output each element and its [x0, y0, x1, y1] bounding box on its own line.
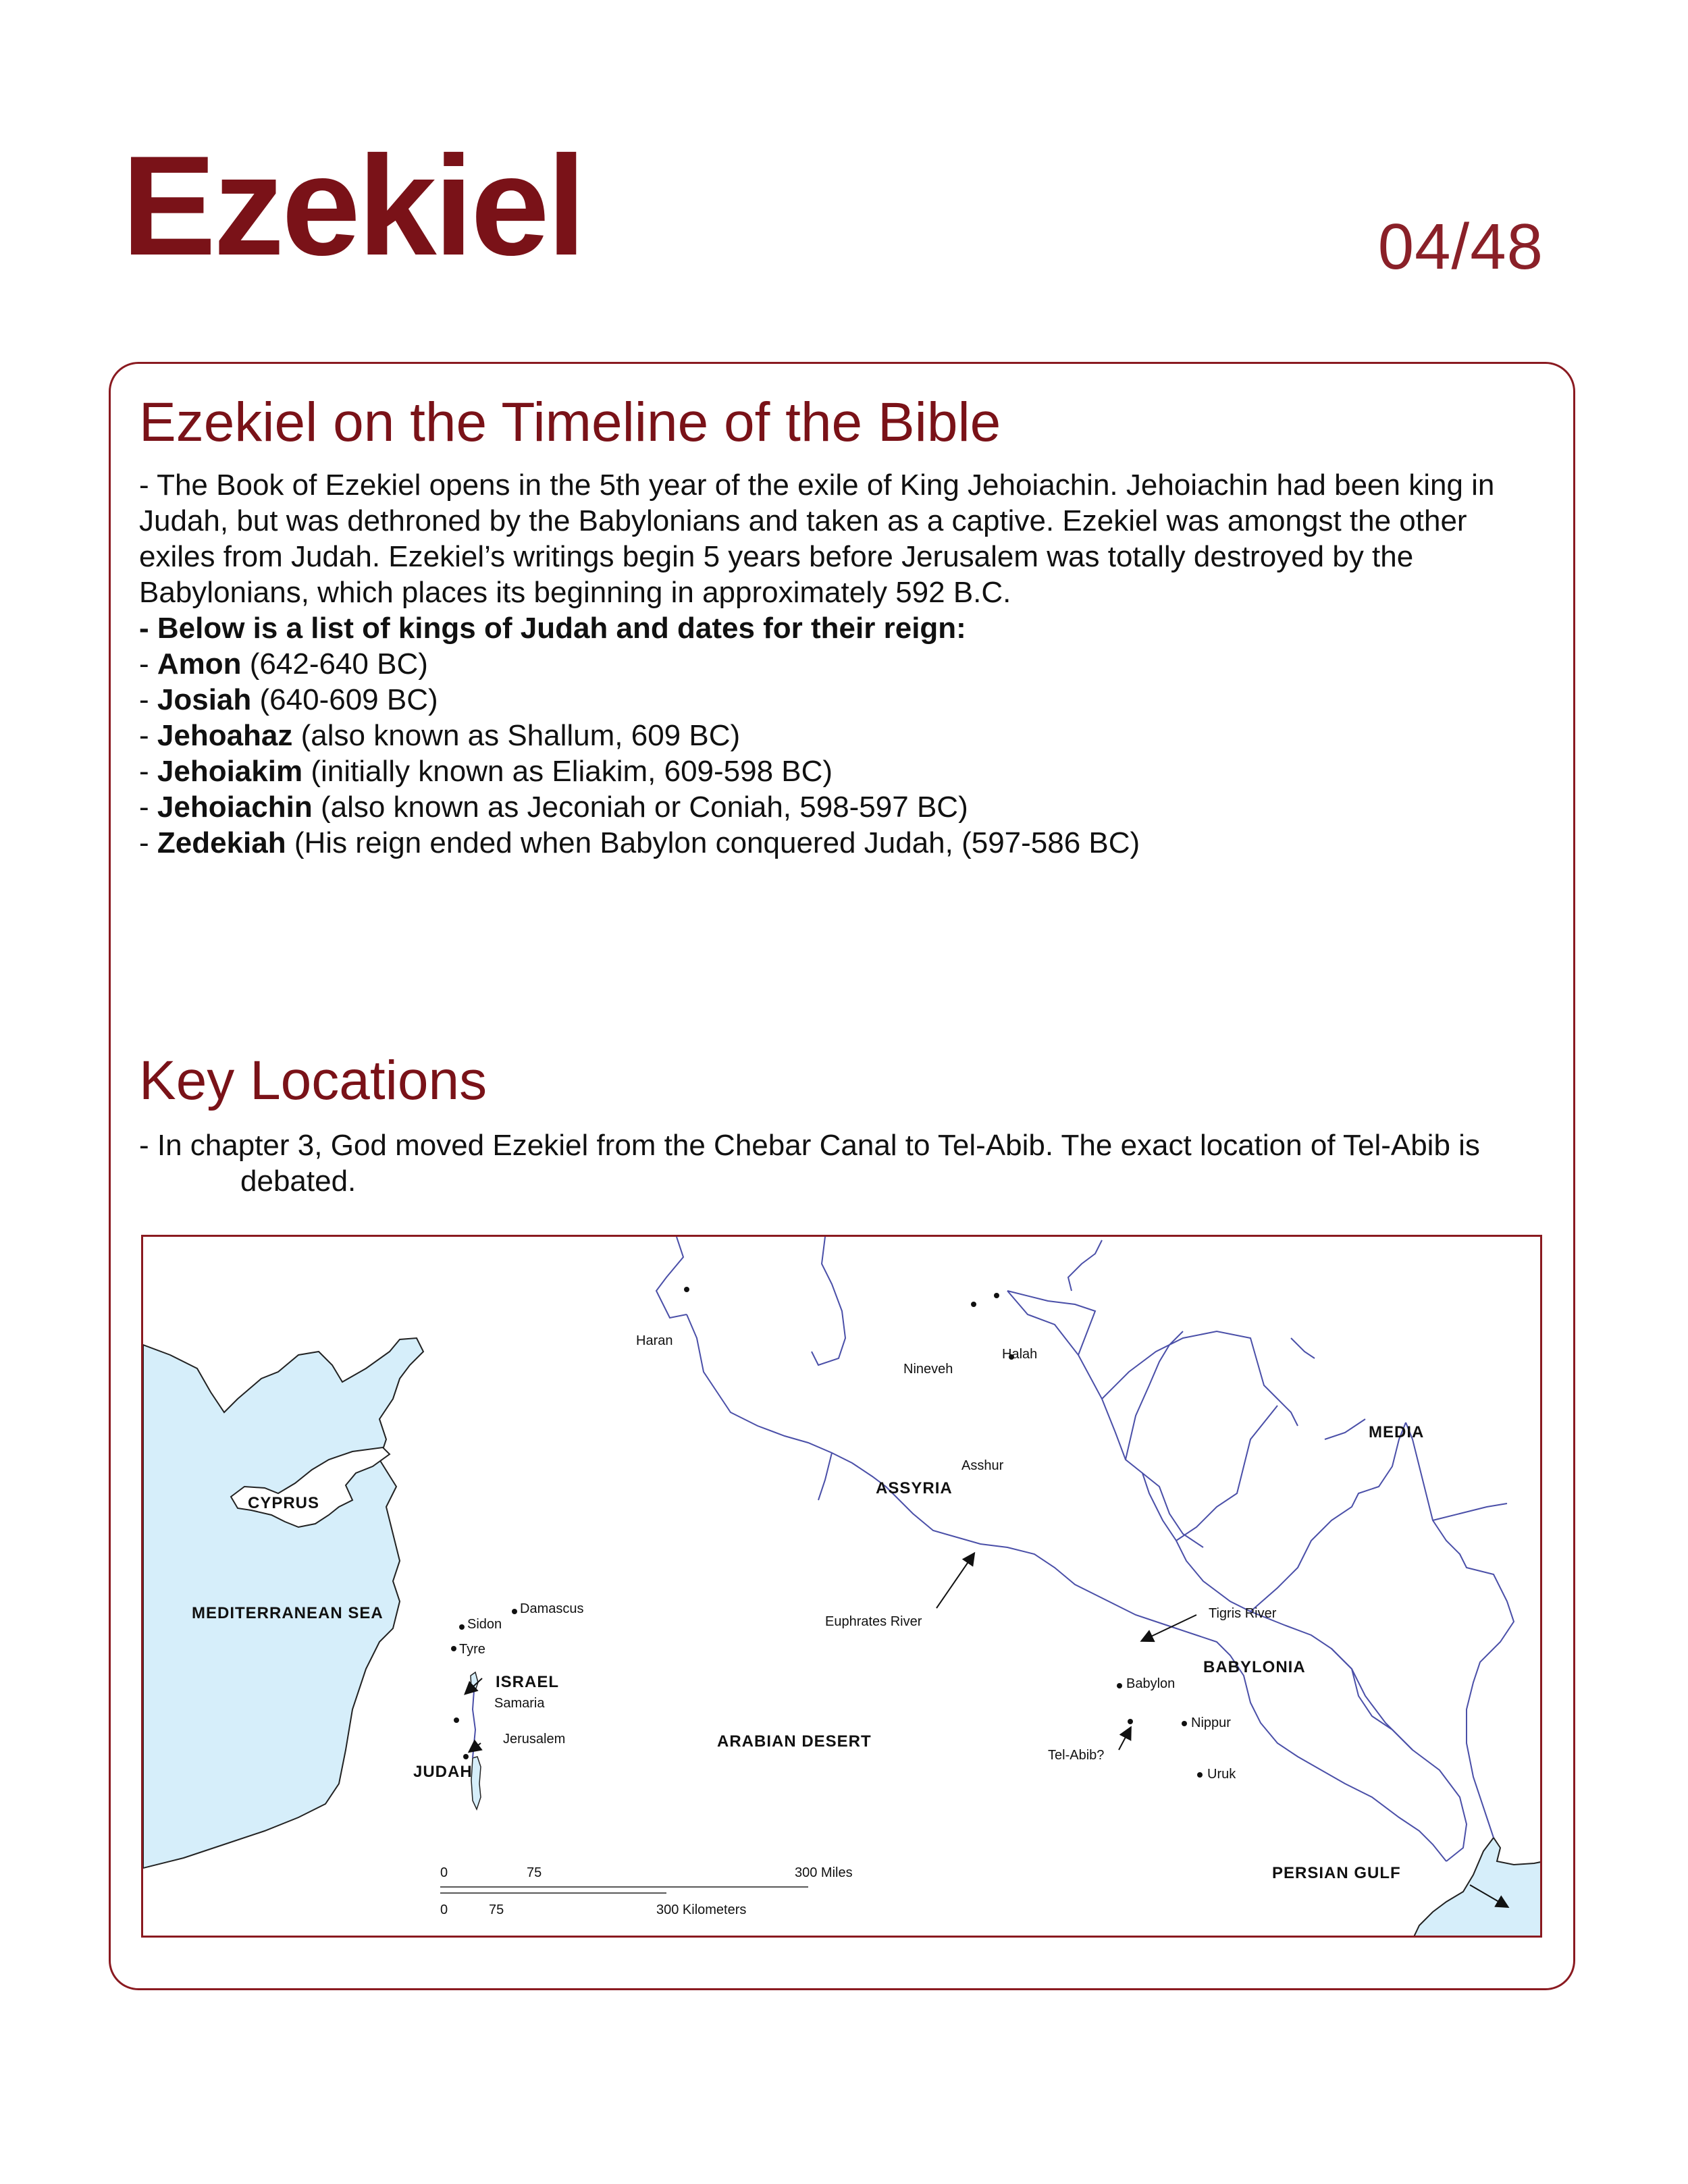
locations-text — [139, 1127, 1544, 1199]
scale-miles-300: 300 Miles — [795, 1865, 853, 1880]
nineveh-label: Nineveh — [903, 1362, 953, 1377]
assyria-label: ASSYRIA — [876, 1479, 953, 1497]
king-name: Josiah — [157, 683, 252, 716]
mediterranean-sea-shape — [143, 1338, 423, 1868]
halah-label: Halah — [1002, 1347, 1038, 1362]
scale-km-zero: 0 — [440, 1902, 448, 1917]
persian-gulf-shape — [1413, 1838, 1542, 1938]
king-item: - Amon (642-640 BC) — [139, 647, 428, 681]
israel-label: ISRAEL — [496, 1673, 560, 1691]
king-name: Amon — [157, 647, 242, 681]
king-item: - Jehoahaz (also known as Shallum, 609 BC) — [139, 719, 741, 752]
tyre-label: Tyre — [459, 1642, 485, 1657]
tel-abib-label: Tel-Abib? — [1048, 1748, 1105, 1763]
scale-miles-75: 75 — [527, 1865, 542, 1880]
timeline-text — [139, 467, 1544, 861]
tigris-river — [1007, 1291, 1467, 1861]
euphrates-river — [687, 1314, 1446, 1861]
damascus-label: Damascus — [520, 1601, 584, 1616]
locations-heading: Key Locations — [139, 1050, 487, 1111]
scale-miles-zero: 0 — [440, 1865, 448, 1880]
scale-km-300: 300 Kilometers — [656, 1902, 747, 1917]
tigris-label: Tigris River — [1209, 1606, 1277, 1621]
dead-sea-shape — [471, 1757, 481, 1809]
page-title: Ezekiel — [122, 126, 584, 285]
judah-label: JUDAH — [413, 1763, 473, 1781]
jerusalem-label: Jerusalem — [503, 1732, 566, 1747]
nippur-label: Nippur — [1191, 1715, 1231, 1730]
king-item: - Josiah (640-609 BC) — [139, 683, 438, 716]
timeline-heading: Ezekiel on the Timeline of the Bible — [139, 392, 1001, 453]
king-name: Jehoiakim — [157, 755, 303, 788]
cyprus-label: CYPRUS — [248, 1494, 320, 1512]
persian-gulf-label: PERSIAN GULF — [1272, 1864, 1401, 1882]
region-map — [141, 1235, 1542, 1938]
king-name: Jehoahaz — [157, 719, 293, 752]
samaria-label: Samaria — [494, 1696, 545, 1711]
locations-line-1: - In chapter 3, God moved Ezekiel from the Chebar Canal to Tel-Abib. The exact location of Tel-Abib is — [139, 1129, 1480, 1162]
page-number: 04/48 — [1377, 211, 1544, 283]
asshur-label: Asshur — [961, 1458, 1004, 1473]
sidon-label: Sidon — [467, 1617, 502, 1632]
timeline-intro: - The Book of Ezekiel opens in the 5th year of the exile of King Jehoiachin. Jehoiachin had been king in Judah, but was dethroned by the Babylonians and taken as a captive. Ezekiel was amongst the other exiles from Judah. Ezekiel’s writings begin 5 years before Jerusalem was totally destroyed by the Babylonians, which places its beginning in approximately 592 B.C. — [139, 469, 1495, 609]
babylonia-label: BABYLONIA — [1203, 1658, 1306, 1676]
scale-km-75: 75 — [489, 1902, 504, 1917]
king-item: - Jehoiachin (also known as Jeconiah or Coniah, 598-597 BC) — [139, 791, 968, 824]
mediterranean-label: MEDITERRANEAN SEA — [192, 1604, 384, 1622]
haran-label: Haran — [636, 1333, 673, 1348]
euphrates-label: Euphrates River — [825, 1614, 922, 1629]
uruk-label: Uruk — [1207, 1767, 1236, 1782]
kings-list-heading: - Below is a list of kings of Judah and dates for their reign: — [139, 612, 966, 645]
media-label: MEDIA — [1369, 1423, 1425, 1441]
king-name: Jehoiachin — [157, 791, 313, 824]
locations-line-2: debated. — [240, 1165, 357, 1198]
arabian-desert-label: ARABIAN DESERT — [717, 1732, 872, 1751]
babylon-label: Babylon — [1126, 1676, 1176, 1691]
king-item: - Zedekiah (His reign ended when Babylon conquered Judah, (597-586 BC) — [139, 826, 1140, 859]
king-name: Zedekiah — [157, 826, 286, 859]
king-item: - Jehoiakim (initially known as Eliakim, 609-598 BC) — [139, 755, 833, 788]
